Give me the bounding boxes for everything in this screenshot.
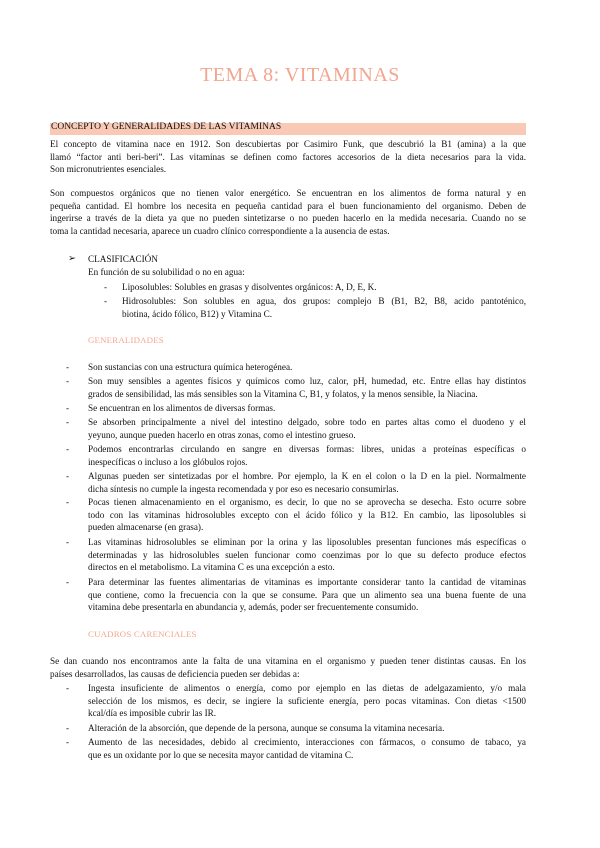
text-line: pueden almacenarse (en grasa). <box>88 522 204 533</box>
text-line: biotina, ácido fólico, B12) y Vitamina C. <box>122 308 273 319</box>
text-line: Para determinar las fuentes alimentarias de vitaminas es importante considerar tanto la cantidad de vitaminas <box>88 577 526 587</box>
text-line: pequeña cantidad. El hombre los necesita en pequeña cantidad para el buen funcionamiento del organismo. Deben de <box>50 200 526 211</box>
page-title: TEMA 8: VITAMINAS <box>200 64 400 86</box>
intro-paragraph-2 <box>50 187 526 237</box>
text-line: que contiene, como la frecuencia con la que se consume. Para que un alimento sea una buena fuente de una <box>88 589 526 600</box>
section-heading-bar <box>50 123 526 135</box>
text-line: Son sustancias con una estructura química heterogénea. <box>88 362 293 372</box>
text-line: Liposolubles: Solubles en grasas y disolventes orgánicos: A, D, E, K. <box>122 282 377 292</box>
dash-bullet: - <box>66 683 70 693</box>
text-line: vitamina debe presentarla en abundancia y, además, poder ser frecuentemente consumido. <box>88 602 419 613</box>
text-line: Ingesta insuficiente de alimentos o energía, como por ejemplo en las dietas de adelgazamiento, y/o mala <box>88 683 526 693</box>
section-heading: CONCEPTO Y GENERALIDADES DE LAS VITAMINAS <box>51 122 282 132</box>
text-line: Hidrosolubles: Son solubles en agua, dos grupos: complejo B (B1, B2, B8, acido pantoténico, <box>122 296 526 306</box>
dash-bullet: - <box>104 282 108 292</box>
text-line: Se absorben principalmente a nivel del intestino delgado, sobre todo en partes altas como el duodeno y el <box>88 417 526 427</box>
dash-bullet: - <box>66 737 70 747</box>
text-line: Pocas tienen almacenamiento en el organismo, es decir, lo que no se aprovecha se desecha. Esto ocurre sobre <box>88 497 526 507</box>
text-line: que es un oxidante por lo que se necesita mayor cantidad de vitamina C. <box>88 749 354 760</box>
dash-bullet: - <box>66 577 70 587</box>
text-line: Se encuentran en los alimentos de diversas formas. <box>88 403 276 413</box>
dash-bullet: - <box>66 362 70 372</box>
generalidades-heading: GENERALIDADES <box>88 335 164 345</box>
text-line: directos en el metabolismo. La vitamina C es una excepción a esto. <box>88 562 335 573</box>
arrow-bullet-icon: ➢ <box>68 254 76 264</box>
carenciales-intro <box>50 655 526 680</box>
text-line: kcal/día es imposible cubrir las IR. <box>88 708 217 719</box>
text-line: Podemos encontrarlas circulando en sangre en diversas formas: libres, unidas a proteínas específicas o <box>88 444 526 454</box>
dash-bullet: - <box>66 497 70 507</box>
clasificacion-block <box>88 253 526 278</box>
text-line: Algunas pueden ser sintetizadas por el hombre. Por ejemplo, la K en el colon o la D en la piel. Normalmente <box>88 471 526 481</box>
text-line: todo con las vitaminas hidrosolubles excepto con el ácido fólico y la B12. En cambio, las liposolubles si <box>88 509 526 520</box>
carenciales-heading: CUADROS CARENCIALES <box>88 629 197 639</box>
text-line: inespecíficas o incluso a los glóbulos rojos. <box>88 456 248 467</box>
dash-bullet: - <box>66 417 70 427</box>
dash-bullet: - <box>66 444 70 454</box>
text-line: Son compuestos orgánicos que no tienen valor energético. Se encuentran en los alimentos de forma natural y en <box>50 188 526 198</box>
intro-paragraph-1 <box>50 138 526 176</box>
text-line: ingerirse a través de la dieta ya que no pueden sintetizarse o no pueden hacerlo en la medida necesaria. Cuando no se <box>50 213 526 224</box>
dash-bullet: - <box>104 296 108 306</box>
text-line: países desarrollados, las causas de deficiencia pueden ser debidas a: <box>50 668 300 679</box>
text-line: selección de los mismos, es decir, se ingiere la suficiente energía, pero pocas vitaminas. Con dietas <1500 <box>88 695 526 706</box>
text-line: Las vitaminas hidrosolubles se eliminan por la orina y las liposolubles presentan funciones más específicas o <box>88 537 526 547</box>
text-line: yeyuno, aunque pueden hacerlo en otras zonas, como el intestino grueso. <box>88 429 356 440</box>
dash-bullet: - <box>66 723 70 733</box>
text-line: Alteración de la absorción, que depende de la persona, aunque se consuma la vitamina necesaria. <box>88 723 445 733</box>
clasificacion-heading: CLASIFICACIÓN <box>88 254 158 264</box>
text-line: llamó “factor anti beri-beri”. Las vitaminas se definen como factores accesorios de la dieta necesarios para la vida. <box>50 151 526 162</box>
dash-bullet: - <box>66 537 70 547</box>
text-line: Son micronutrientes esenciales. <box>50 164 167 175</box>
text-line: Aumento de las necesidades, debido al crecimiento, interacciones con fármacos, o consumo de tabaco, ya <box>88 737 526 747</box>
dash-bullet: - <box>66 376 70 386</box>
text-line: grados de sensibilidad, las más sensibles son la Vitamina C, B1, y folatos, y la menos sensible, la Niacina. <box>88 388 478 399</box>
text-line: Son muy sensibles a agentes físicos y químicos como luz, calor, pH, humedad, etc. Entre ellas hay distintos <box>88 376 526 386</box>
text-line: toma la cantidad necesaria, aparece un cuadro clínico correspondiente a la ausencia de estas. <box>50 225 390 236</box>
dash-bullet: - <box>66 471 70 481</box>
text-line: Se dan cuando nos encontramos ante la falta de una vitamina en el organismo y pueden tener distintas causas. En los <box>50 656 526 666</box>
dash-bullet: - <box>66 403 70 413</box>
text-line: determinadas y las hidrosolubles suelen funcionar como coenzimas por lo que su defecto produce efectos <box>88 549 526 560</box>
clasificacion-intro: En función de su solubilidad o no en agua: <box>88 266 245 277</box>
text-line: El concepto de vitamina nace en 1912. Son descubiertas por Casimiro Funk, que descubrió la B1 (amina) a la que <box>50 139 526 149</box>
text-line: dicha síntesis no cumple la ingesta recomendada y por eso es necesario consumirlas. <box>88 483 399 494</box>
